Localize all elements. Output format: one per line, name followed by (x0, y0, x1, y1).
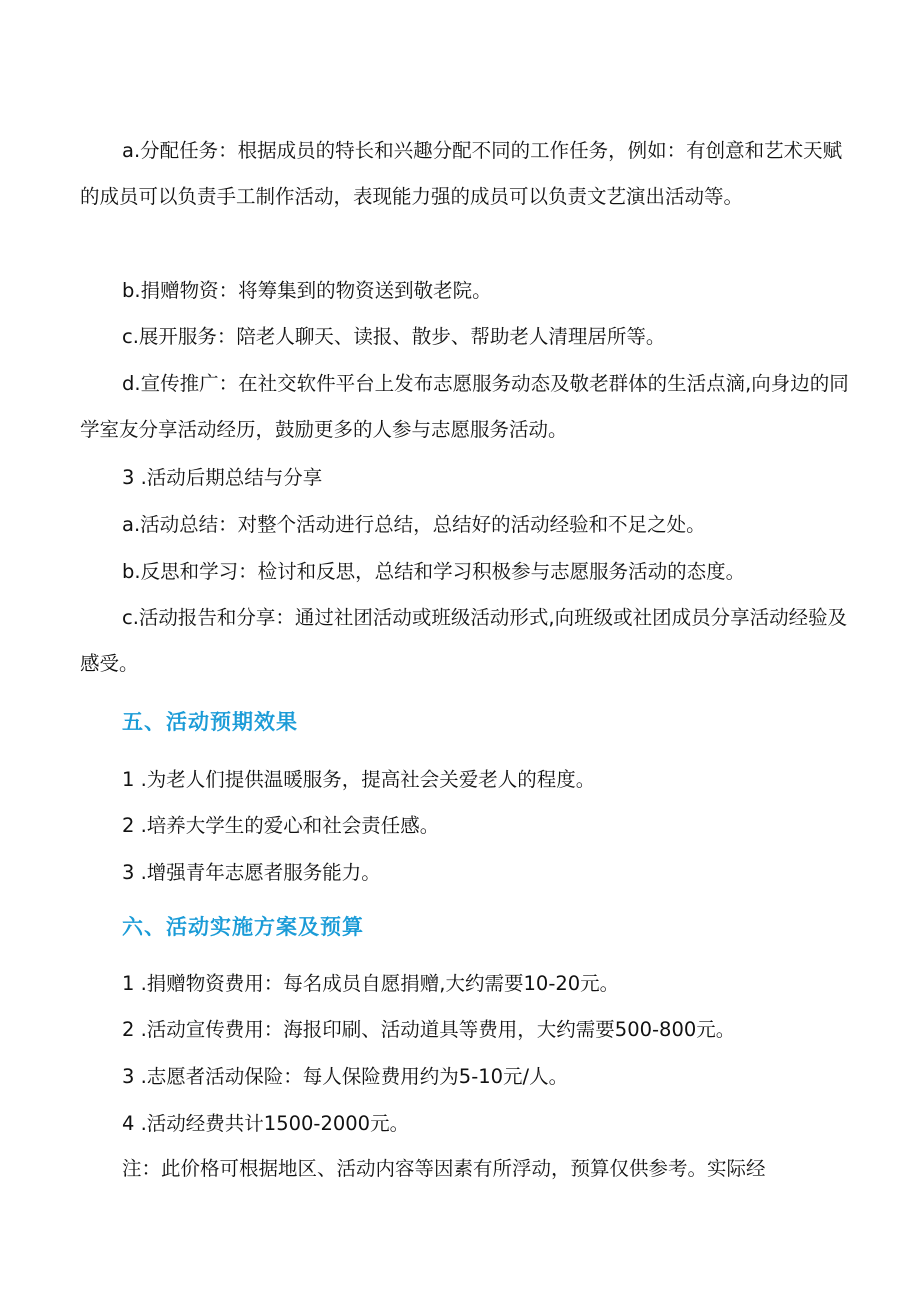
list-item: 2 .培养大学生的爱心和社会责任感。 (122, 814, 440, 837)
paragraph-provide-service: c.展开服务：陪老人聊天、读报、散步、帮助老人清理居所等。 (122, 325, 666, 348)
list-item: 3 .志愿者活动保险：每人保险费用约为5-10元/人。 (122, 1065, 569, 1088)
paragraph-post-summary-heading: 3 .活动后期总结与分享 (122, 466, 323, 489)
list-item: 3 .增强青年志愿者服务能力。 (122, 861, 381, 884)
section-heading-plan-budget: 六、活动实施方案及预算 (122, 915, 364, 939)
section-heading-expected-effects: 五、活动预期效果 (122, 710, 298, 734)
list-item: 4 .活动经费共计1500-2000元。 (122, 1112, 410, 1135)
paragraph-donate-supplies: b.捐赠物资：将筹集到的物资送到敬老院。 (122, 279, 492, 302)
budget-note: 注：此价格可根据地区、活动内容等因素有所浮动，预算仅供参考。实际经 (122, 1157, 766, 1180)
paragraph-assign-tasks: a.分配任务：根据成员的特长和兴趣分配不同的工作任务，例如：有创意和艺术天赋的成员可以负责手工制作活动，表现能力强的成员可以负责文艺演出活动等。 (80, 139, 843, 208)
list-item: 1 .为老人们提供温暖服务，提高社会关爱老人的程度。 (122, 768, 596, 791)
paragraph-activity-summary: a.活动总结：对整个活动进行总结，总结好的活动经验和不足之处。 (122, 513, 706, 536)
paragraph-reflection: b.反思和学习：检讨和反思，总结和学习积极参与志愿服务活动的态度。 (122, 560, 746, 583)
list-item: 2 .活动宣传费用：海报印刷、活动道具等费用，大约需要500-800元。 (122, 1018, 736, 1041)
paragraph-promotion: d.宣传推广：在社交软件平台上发布志愿服务动态及敬老群体的生活点滴,向身边的同学室友分享活动经历，鼓励更多的人参与志愿服务活动。 (80, 372, 849, 441)
paragraph-report-share: c.活动报告和分享：通过社团活动或班级活动形式,向班级或社团成员分享活动经验及感受。 (80, 606, 848, 675)
list-item: 1 .捐赠物资费用：每名成员自愿捐赠,大约需要10-20元。 (122, 972, 620, 995)
